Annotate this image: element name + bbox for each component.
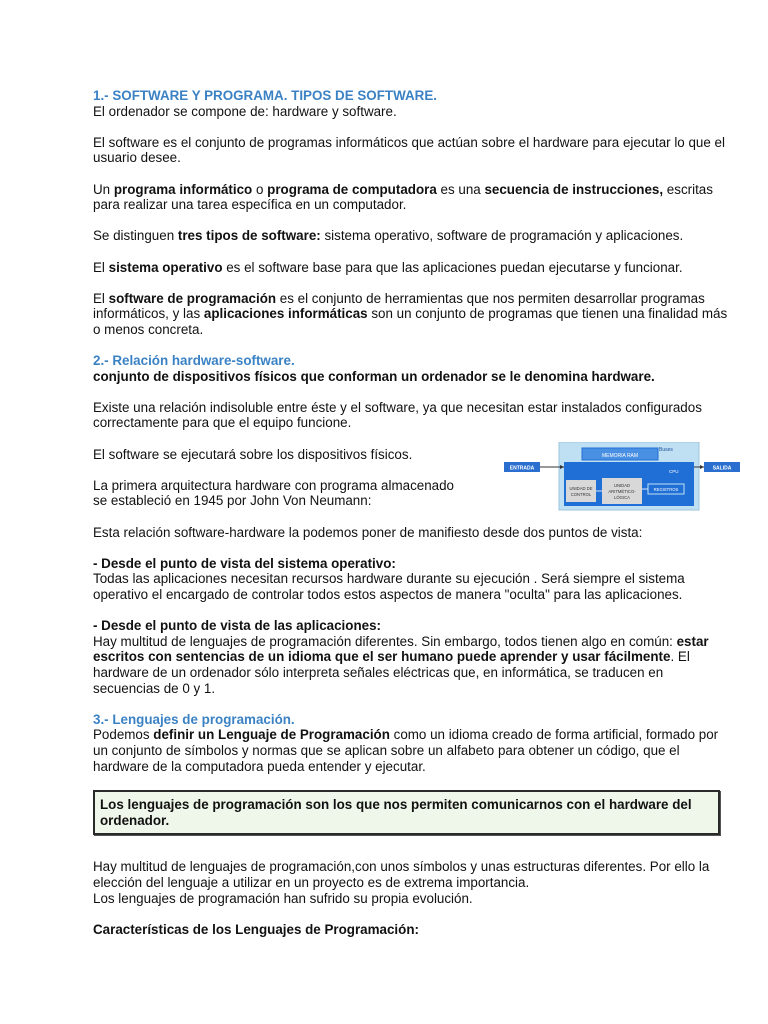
section-2-heading: 2.- Relación hardware-software. xyxy=(93,353,295,369)
control-unit-block xyxy=(566,480,596,502)
paragraph: Características de los Lenguajes de Programación: xyxy=(93,921,419,937)
von-neumann-diagram xyxy=(502,442,742,512)
section-1-heading: 1.- SOFTWARE Y PROGRAMA. TIPOS DE SOFTWARE. xyxy=(93,88,437,103)
paragraph: El ordenador se compone de: hardware y software. xyxy=(93,103,397,119)
paragraph: El sistema operativo es el software base para que las aplicaciones puedan ejecutarse y funcionar. xyxy=(93,259,683,275)
alu-label-2: ARITMÉTICO- xyxy=(608,489,636,494)
paragraph: Todas las aplicaciones necesitan recursos hardware durante su ejecución . Será siempre el sistema operativo el encargado de controlar todos estos aspectos de manera "oculta" para las aplicaciones. xyxy=(93,571,685,602)
registers-label: REGISTROS xyxy=(653,487,679,492)
salida-label: SALIDA xyxy=(712,465,732,472)
control-unit-label-2: CONTROL xyxy=(570,492,592,497)
callout-box: Los lenguajes de programación son los que nos permiten comunicarnos con el hardware del ordenador. xyxy=(93,790,720,835)
document-page xyxy=(93,88,733,937)
paragraph: conjunto de dispositivos físicos que conforman un ordenador se le denomina hardware. xyxy=(93,368,655,384)
section-3-heading: 3.- Lenguajes de programación. xyxy=(93,711,295,727)
alu-label-1: UNIDAD xyxy=(613,483,631,488)
memory-label: MEMORIA RAM xyxy=(601,453,639,459)
paragraph: Los lenguajes de programación han sufrido su propia evolución. xyxy=(93,890,473,906)
cpu-label: CPU xyxy=(669,469,679,474)
paragraph: Hay multitud de lenguajes de programación diferentes. Sin embargo, todos tienen algo en común: estar escritos con sentencias de un idioma que el ser humano puede aprender y usar fácilmente. El hardware de un ordenador sólo interpreta señales eléctricas que, en informática, se traducen en secuencias de 0 y 1. xyxy=(93,633,709,696)
viewpoint-title: - Desde el punto de vista de las aplicaciones: xyxy=(93,618,381,634)
paragraph: Se distinguen tres tipos de software: sistema operativo, software de programación y aplicaciones. xyxy=(93,228,684,244)
paragraph: Un programa informático o programa de computadora es una secuencia de instrucciones, escritas para realizar una tarea específica en un computador. xyxy=(93,181,713,213)
viewpoint-title: - Desde el punto de vista del sistema operativo: xyxy=(93,555,396,571)
buses-label: Buses xyxy=(659,447,673,453)
paragraph: El software de programación es el conjunto de herramientas que nos permiten desarrollar programas informáticos, y las aplicaciones informáticas son un conjunto de programas que tienen una finalidad más o menos concreta. xyxy=(93,290,728,337)
paragraph: se estableció en 1945 por John Von Neumann: xyxy=(93,493,372,509)
paragraph: El software es el conjunto de programas informáticos que actúan sobre el hardware para ejecutar lo que el usuario desee. xyxy=(93,134,725,166)
output-arrowhead xyxy=(700,465,704,469)
paragraph: Esta relación software-hardware la podemos poner de manifiesto desde dos puntos de vista: xyxy=(93,524,643,540)
paragraph: Podemos definir un Lenguaje de Programación como un idioma creado de forma artificial, formado por un conjunto de símbolos y normas que se aplican sobre un alfabeto para obtener un código, que el hardware de la computadora pueda entender y ejecutar. xyxy=(93,727,719,774)
paragraph: Hay multitud de lenguajes de programación,con unos símbolos y unas estructuras diferentes. Por ello la elección del lenguaje a utilizar en un proyecto es de extrema importancia. xyxy=(93,859,710,890)
entrada-label: ENTRADA xyxy=(509,465,535,472)
paragraph: El software se ejecutará sobre los dispositivos físicos. xyxy=(93,446,413,462)
control-unit-label-1: UNIDAD DE xyxy=(569,486,593,491)
paragraph: La primera arquitectura hardware con programa almacenado xyxy=(93,477,454,493)
alu-label-3: LÓGICA xyxy=(614,495,630,500)
paragraph: Existe una relación indisoluble entre éste y el software, ya que necesitan estar instalados configurados correctamente para que el equipo funcione. xyxy=(93,399,702,431)
